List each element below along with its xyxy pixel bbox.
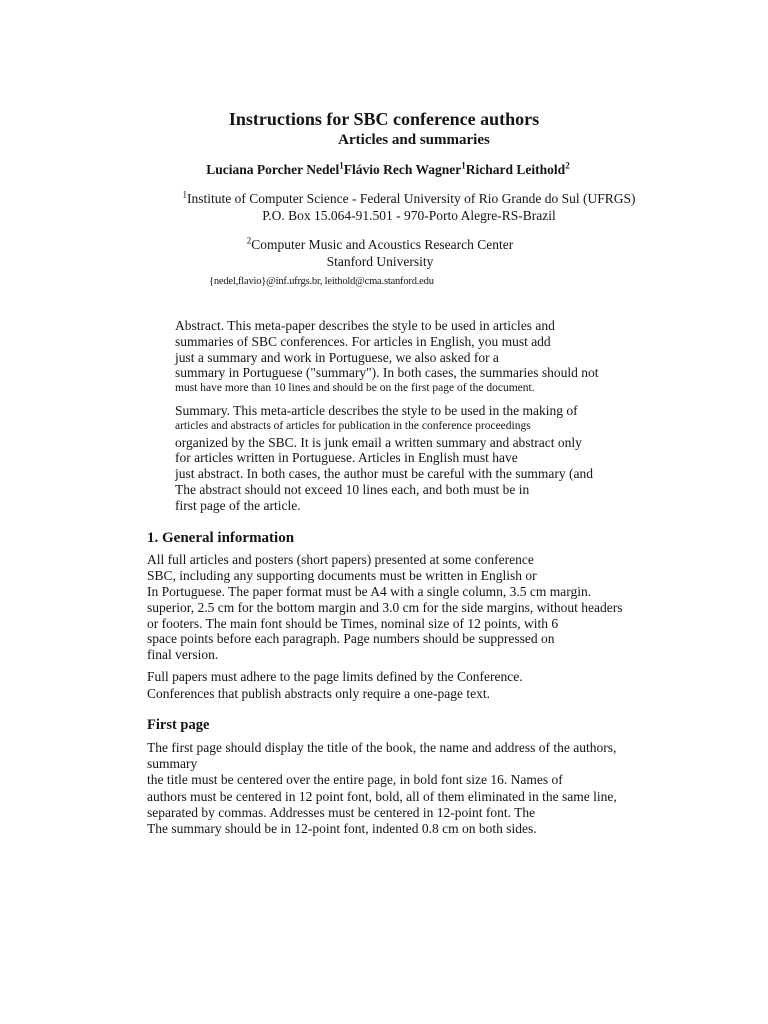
subsection-heading-first-page: First page <box>147 717 210 733</box>
summary-block <box>175 403 593 514</box>
affiliation-1 <box>0 190 768 224</box>
abstract-block <box>175 318 598 397</box>
paper-title: Instructions for SBC conference authors <box>228 109 540 129</box>
paragraph-line: superior, 2.5 cm for the bottom margin and 3.0 cm for the side margins, without headers <box>147 599 623 615</box>
summary-line: Summary. This meta-article describes the style to be used in the making of <box>175 403 578 418</box>
affiliation-marker: 2 <box>246 235 252 246</box>
paragraph-line: the title must be centered over the entire page, in bold font size 16. Names of <box>147 772 563 788</box>
paragraph-line: All full articles and posters (short papers) presented at some conference <box>147 552 534 567</box>
paragraph-line: The summary should be in 12-point font, indented 0.8 cm on both sides. <box>147 820 537 836</box>
author-name: Flávio Rech Wagner <box>343 162 462 177</box>
paragraph-line: space points before each paragraph. Page numbers should be suppressed on <box>147 631 555 647</box>
paragraph-line: final version. <box>147 647 219 663</box>
paragraph-line: The first page should display the title of the book, the name and address of the authors, <box>147 740 617 755</box>
affiliation-2 <box>0 236 760 270</box>
summary-line: articles and abstracts of articles for publication in the conference proceedings <box>175 419 531 432</box>
affiliation-2-line1: Computer Music and Acoustics Research Center <box>251 237 514 252</box>
paragraph-line: SBC, including any supporting documents must be written in English or <box>147 567 537 583</box>
paragraph-line: Full papers must adhere to the page limits defined by the Conference. <box>147 669 523 684</box>
affiliation-2-university: Stanford University <box>326 254 434 269</box>
affiliation-2-institution <box>0 236 760 253</box>
author-affiliation-marker: 2 <box>565 160 570 171</box>
affiliation-1-address: P.O. Box 15.064-91.501 - 970-Porto Alegre-RS-Brazil <box>262 208 556 223</box>
paragraph-line: or footers. The main font should be Times, nominal size of 12 points, with 6 <box>147 615 559 631</box>
first-page-paragraph <box>147 740 617 837</box>
author-name: Luciana Porcher Nedel <box>206 162 340 177</box>
paragraph-line: In Portuguese. The paper format must be A4 with a single column, 3.5 cm margin. <box>147 583 592 599</box>
author-affiliation-marker: 1 <box>461 160 466 171</box>
summary-line: just abstract. In both cases, the author must be careful with the summary (and <box>175 466 594 482</box>
general-paragraph-2 <box>147 669 523 702</box>
paragraph-line: summary <box>147 756 198 772</box>
author-affiliation-marker: 1 <box>339 160 344 171</box>
affiliation-1-institution <box>0 190 768 207</box>
author-emails: {nedel,flavio}@inf.ufrgs.br, leithold@cma.stanford.edu <box>209 276 434 287</box>
author-list <box>0 160 768 180</box>
summary-line: for articles written in Portuguese. Articles in English must have <box>175 450 518 466</box>
abstract-line: just a summary and work in Portuguese, we also asked for a <box>175 349 499 365</box>
summary-line: organized by the SBC. It is junk email a written summary and abstract only <box>175 434 582 450</box>
abstract-line: summary in Portuguese ("summary"). In both cases, the summaries should not <box>175 365 599 381</box>
affiliation-marker: 1 <box>182 189 188 200</box>
paragraph-line: authors must be centered in 12 point font, bold, all of them eliminated in the same line, <box>147 788 617 804</box>
summary-line: The abstract should not exceed 10 lines each, and both must be in <box>175 481 530 497</box>
general-paragraph-1 <box>147 552 623 663</box>
abstract-line: must have more than 10 lines and should be on the first page of the document. <box>175 382 535 395</box>
section-heading-general: 1. General information <box>147 530 295 546</box>
paragraph-line: separated by commas. Addresses must be centered in 12-point font. The <box>147 804 536 820</box>
paragraph-line: Conferences that publish abstracts only require a one-page text. <box>147 685 491 701</box>
summary-line: first page of the article. <box>175 497 301 513</box>
abstract-line: Abstract. This meta-paper describes the style to be used in articles and <box>175 318 555 333</box>
author-name: Richard Leithold <box>465 162 566 177</box>
abstract-line: summaries of SBC conferences. For articles in English, you must add <box>175 333 551 349</box>
affiliation-1-line1: Institute of Computer Science - Federal University of Rio Grande do Sul (UFRGS) <box>187 191 636 206</box>
paper-subtitle: Articles and summaries <box>338 132 490 148</box>
